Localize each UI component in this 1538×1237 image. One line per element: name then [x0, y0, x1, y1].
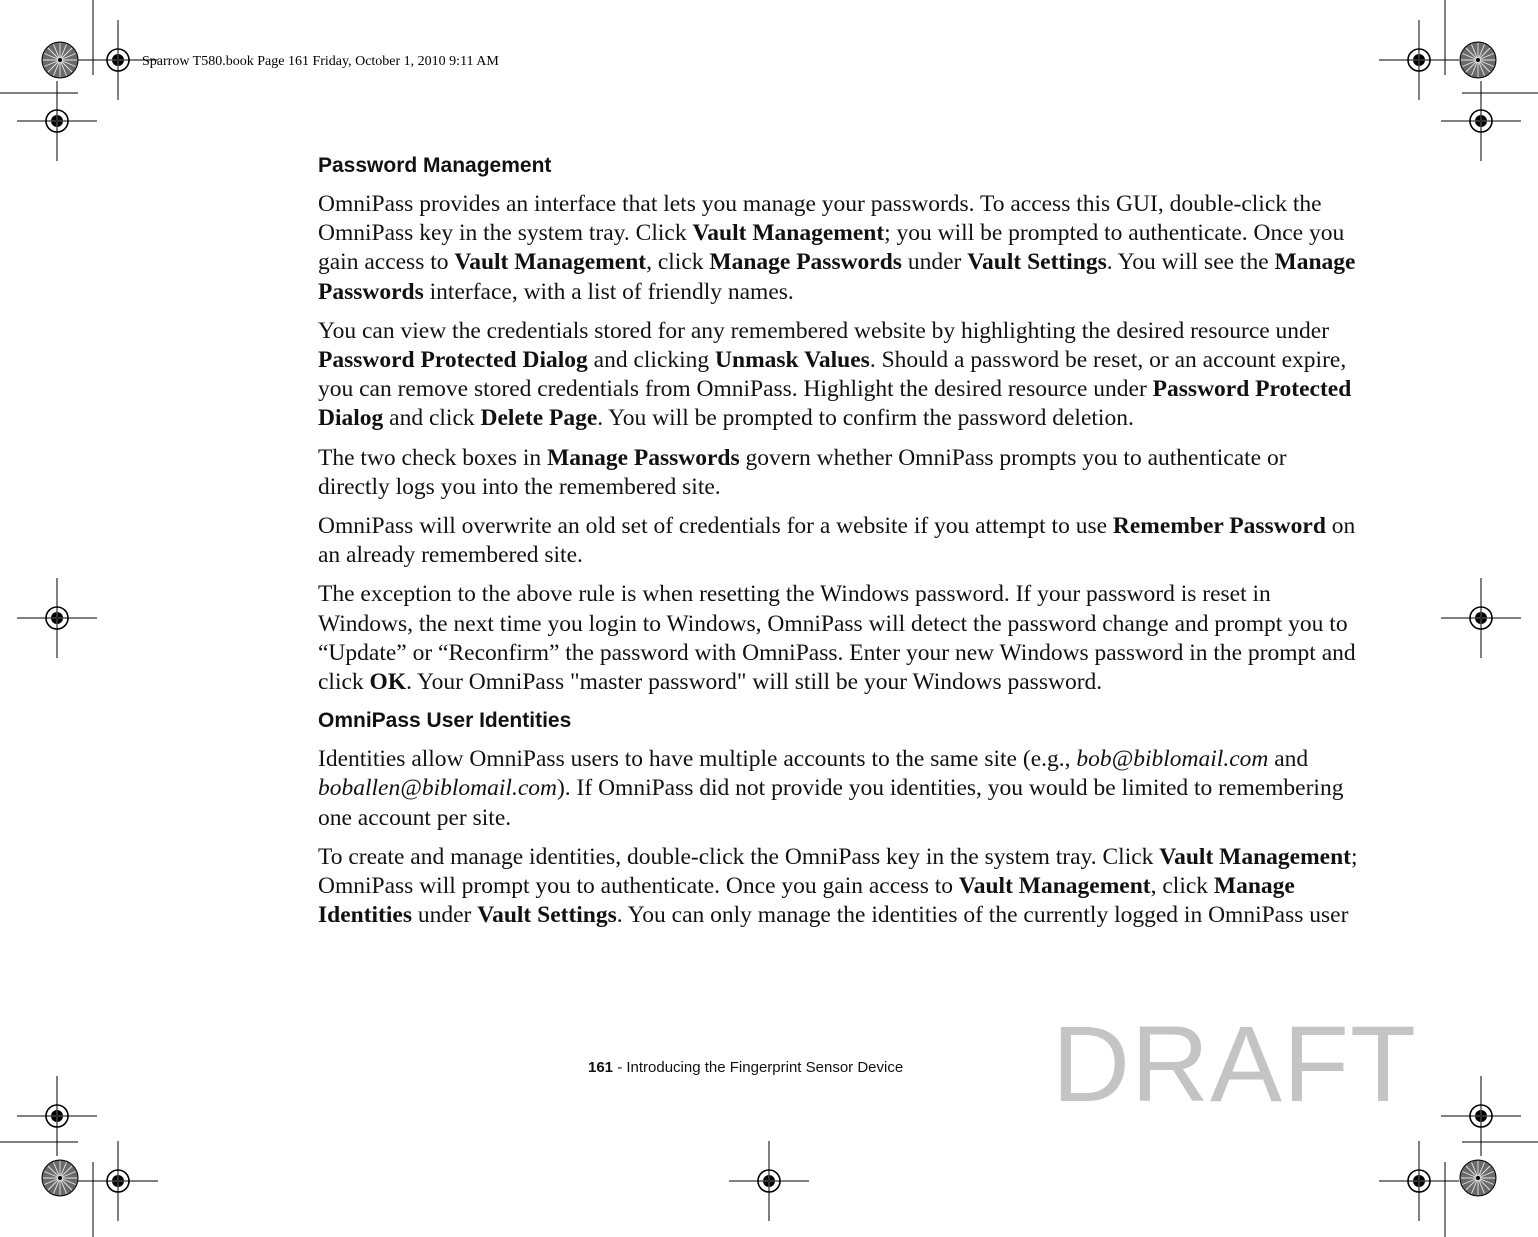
bold-term: Delete Page	[480, 405, 598, 432]
text-run: interface, with a list of friendly names.	[423, 278, 794, 305]
bold-term: Manage Passwords	[709, 249, 902, 276]
page-content	[318, 152, 1363, 940]
text-run: ; OmniPass will prompt you to authenticate. Once you gain access to	[318, 843, 1358, 900]
text-run: on an already remembered site.	[318, 513, 1356, 569]
text-run: OmniPass will overwrite an old set of credentials for a website if you attempt to use	[318, 513, 1113, 540]
registration-mark-bottom-center	[729, 1141, 809, 1221]
text-run: under	[412, 902, 478, 929]
text-run: To create and manage identities, double-click the OmniPass key in the system tray. Click	[318, 843, 1160, 870]
paragraph	[318, 512, 1363, 570]
text-run: The two check boxes in	[318, 444, 548, 471]
paragraph	[318, 317, 1363, 434]
bold-term: Vault Management	[692, 220, 885, 247]
bold-term: Password Protected Dialog	[318, 376, 1352, 432]
text-run: The exception to the above rule is when resetting the Windows password. If your password is reset in Windows, the next time you login to Windows, OmniPass will detect the password change and prompt you to “Update” or “Reconfirm” the password with OmniPass. Enter your new Windows password in the prompt and click	[318, 581, 1356, 696]
page-footer	[588, 1059, 903, 1076]
registration-mark-top-right-a	[1379, 20, 1459, 100]
paragraph	[318, 444, 1363, 502]
paragraph	[318, 745, 1363, 833]
bold-term: OK	[369, 669, 407, 696]
italic-term: boballen@biblomail.com	[318, 775, 557, 802]
bold-term: Vault Settings	[967, 249, 1107, 276]
text-run: and click	[383, 405, 481, 432]
text-run: ). If OmniPass did not provide you identities, you would be limited to remembering one account per site.	[318, 775, 1344, 831]
registration-mark-bottom-right-a	[1441, 1076, 1521, 1156]
bold-term: Unmask Values	[715, 347, 870, 374]
paragraph	[318, 190, 1363, 307]
bold-term: Vault Management	[454, 249, 647, 276]
page-number: 161	[588, 1059, 614, 1076]
registration-mark-bottom-left-a	[17, 1076, 97, 1156]
registration-mark-left-middle	[17, 578, 97, 658]
text-run: , click	[1150, 873, 1214, 900]
bold-term: Manage Identities	[318, 873, 1295, 929]
starburst-mark-top-left	[42, 42, 78, 78]
heading-user-identities: OmniPass User Identities	[318, 709, 572, 733]
bold-term: Manage Passwords	[318, 249, 1356, 305]
text-run: You can view the credentials stored for any remembered website by highlighting the desired resource under	[318, 317, 1330, 344]
bold-term: Password Protected Dialog	[318, 347, 588, 374]
starburst-mark-top-right	[1460, 42, 1496, 78]
paragraph	[318, 580, 1363, 697]
text-run: , click	[646, 249, 710, 276]
text-run: govern whether OmniPass prompts you to authenticate or directly logs you into the remembered site.	[318, 444, 1287, 500]
text-run: . You can only manage the identities of the currently logged in OmniPass user	[616, 902, 1349, 929]
starburst-mark-bottom-left	[42, 1160, 78, 1196]
text-run: OmniPass provides an interface that lets you manage your passwords. To access this GUI, double-click the OmniPass key in the system tray. Click	[318, 191, 1322, 247]
text-run: and clicking	[587, 347, 716, 374]
book-slug-line: Sparrow T580.book Page 161 Friday, October 1, 2010 9:11 AM	[142, 54, 499, 69]
draft-watermark: DRAFT	[1052, 1003, 1417, 1124]
text-run: Identities allow OmniPass users to have multiple accounts to the same site (e.g.,	[318, 746, 1077, 773]
footer-chapter-title: - Introducing the Fingerprint Sensor Device	[613, 1059, 904, 1076]
starburst-mark-bottom-right	[1460, 1160, 1496, 1196]
italic-term: bob@biblomail.com	[1076, 746, 1269, 773]
bold-term: Vault Management	[958, 873, 1151, 900]
bold-term: Vault Management	[1159, 843, 1351, 870]
bold-term: Vault Settings	[477, 902, 617, 929]
paragraph	[318, 843, 1363, 931]
bold-term: Remember Password	[1112, 513, 1326, 540]
bold-term: Manage Passwords	[547, 444, 740, 471]
text-run: under	[901, 249, 968, 276]
heading-password-management: Password Management	[318, 154, 552, 177]
registration-mark-bottom-left-b	[78, 1141, 158, 1221]
text-run: . Your OmniPass "master password" will still be your Windows password.	[406, 669, 1103, 696]
registration-mark-bottom-right-b	[1379, 1141, 1459, 1221]
text-run: ; you will be prompted to authenticate. Once you gain access to	[318, 220, 1345, 276]
registration-mark-right-middle	[1441, 578, 1521, 658]
text-run: . Should a password be reset, or an account expire, you can remove stored credentials from OmniPass. Highlight the desired resource under	[318, 347, 1347, 403]
text-run: . You will be prompted to confirm the password deletion.	[597, 405, 1134, 432]
text-run: and	[1268, 746, 1309, 773]
text-run: . You will see the	[1106, 249, 1275, 276]
